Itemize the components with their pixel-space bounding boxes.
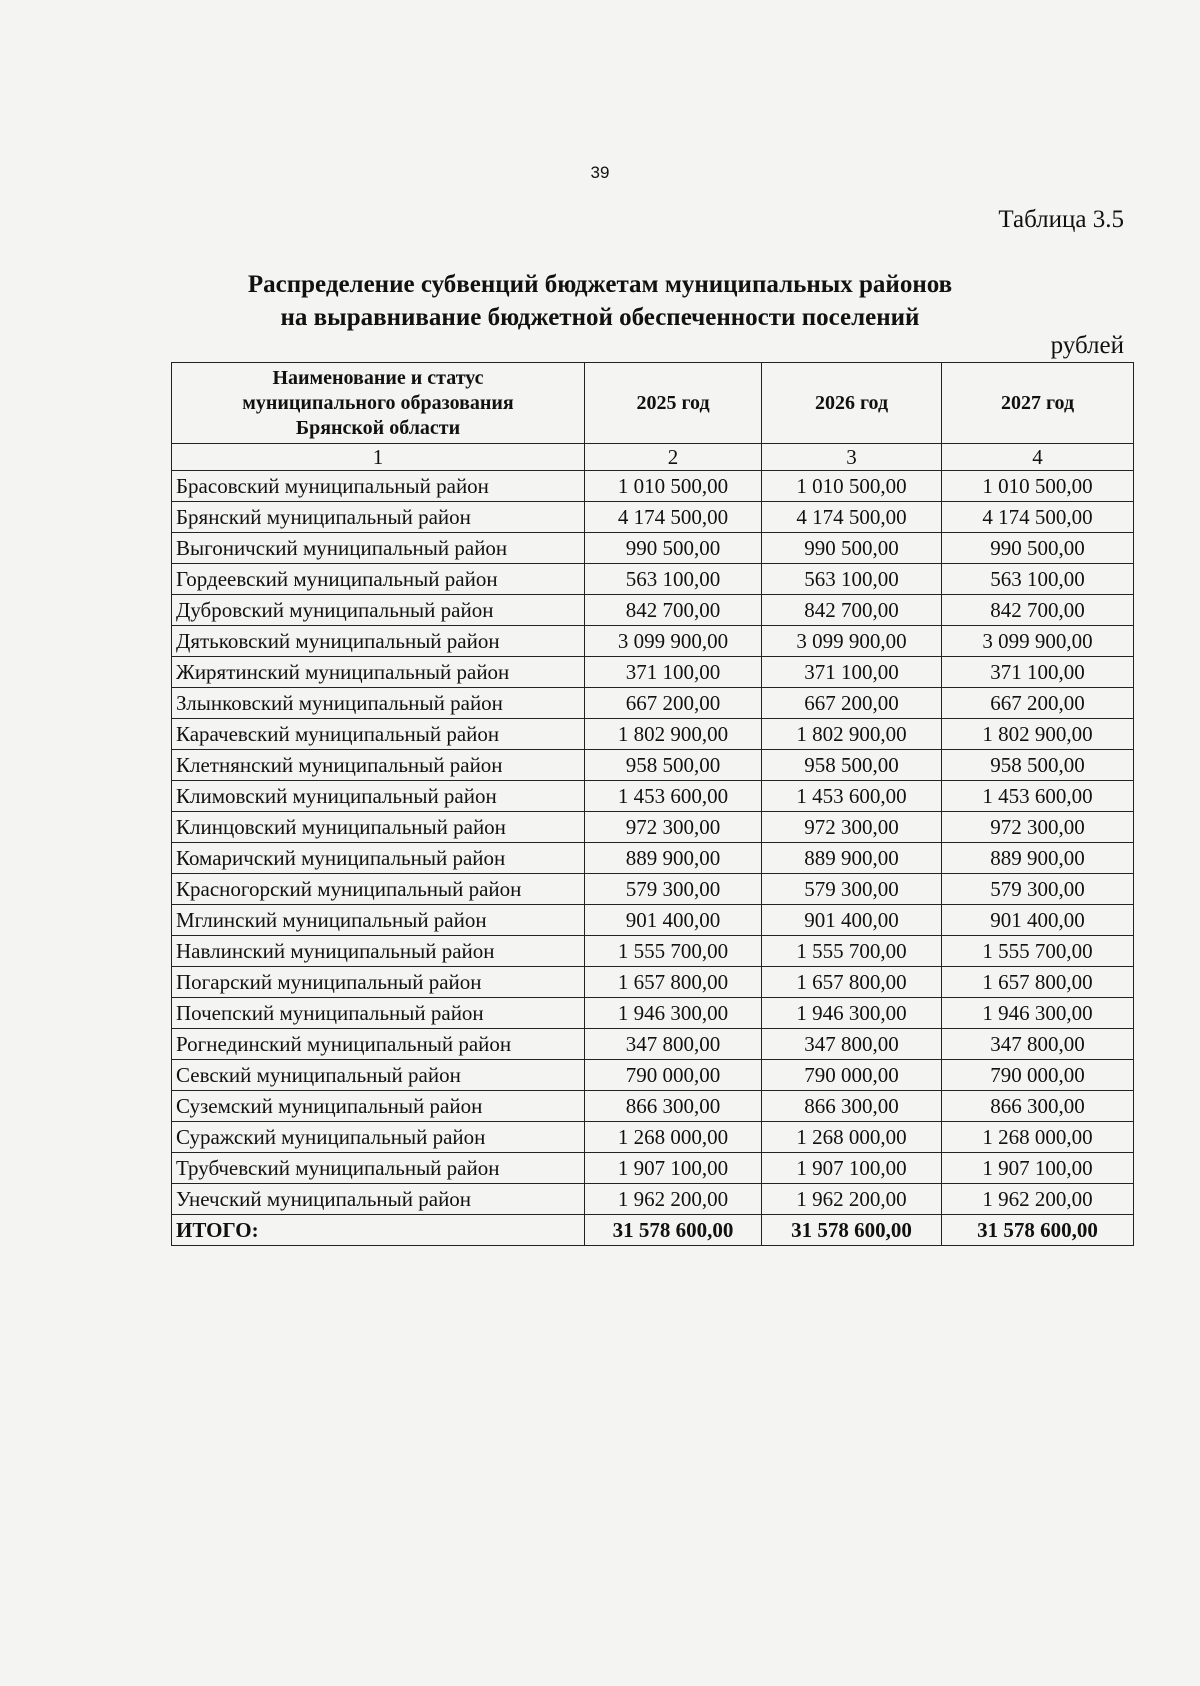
column-number-row <box>172 444 1134 471</box>
value-2026: 1 802 900,00 <box>762 719 942 750</box>
table-row <box>172 1122 1134 1153</box>
municipality-name: Комаричский муниципальный район <box>172 843 585 874</box>
value-2025: 1 555 700,00 <box>585 936 762 967</box>
value-2025: 1 946 300,00 <box>585 998 762 1029</box>
value-2026: 371 100,00 <box>762 657 942 688</box>
table-row <box>172 471 1134 502</box>
value-2026: 667 200,00 <box>762 688 942 719</box>
value-2026: 901 400,00 <box>762 905 942 936</box>
value-2025: 790 000,00 <box>585 1060 762 1091</box>
value-2026: 1 907 100,00 <box>762 1153 942 1184</box>
table-row <box>172 874 1134 905</box>
table-row <box>172 502 1134 533</box>
value-2025: 667 200,00 <box>585 688 762 719</box>
value-2025: 889 900,00 <box>585 843 762 874</box>
value-2027: 4 174 500,00 <box>942 502 1134 533</box>
value-2027: 889 900,00 <box>942 843 1134 874</box>
header-name-line-2: муниципального образования <box>242 391 514 414</box>
municipality-name: Брасовский муниципальный район <box>172 471 585 502</box>
value-2027: 842 700,00 <box>942 595 1134 626</box>
value-2026: 579 300,00 <box>762 874 942 905</box>
total-2026: 31 578 600,00 <box>762 1215 942 1246</box>
value-2027: 958 500,00 <box>942 750 1134 781</box>
municipality-name: Почепский муниципальный район <box>172 998 585 1029</box>
value-2025: 842 700,00 <box>585 595 762 626</box>
value-2027: 1 907 100,00 <box>942 1153 1134 1184</box>
municipality-name: Гордеевский муниципальный район <box>172 564 585 595</box>
value-2027: 1 555 700,00 <box>942 936 1134 967</box>
header-2026: 2026 год <box>762 363 942 444</box>
table-row <box>172 595 1134 626</box>
value-2025: 3 099 900,00 <box>585 626 762 657</box>
table-row <box>172 688 1134 719</box>
value-2027: 1 946 300,00 <box>942 998 1134 1029</box>
value-2025: 1 907 100,00 <box>585 1153 762 1184</box>
value-2025: 972 300,00 <box>585 812 762 843</box>
units-label: рублей <box>1050 332 1124 359</box>
municipality-name: Севский муниципальный район <box>172 1060 585 1091</box>
value-2026: 347 800,00 <box>762 1029 942 1060</box>
value-2025: 579 300,00 <box>585 874 762 905</box>
value-2026: 972 300,00 <box>762 812 942 843</box>
value-2025: 1 010 500,00 <box>585 471 762 502</box>
value-2027: 901 400,00 <box>942 905 1134 936</box>
value-2026: 3 099 900,00 <box>762 626 942 657</box>
value-2026: 889 900,00 <box>762 843 942 874</box>
municipality-name: Выгоничский муниципальный район <box>172 533 585 564</box>
table-row <box>172 1184 1134 1215</box>
value-2026: 1 010 500,00 <box>762 471 942 502</box>
municipality-name: Клетнянский муниципальный район <box>172 750 585 781</box>
municipality-name: Дятьковский муниципальный район <box>172 626 585 657</box>
table-row <box>172 750 1134 781</box>
table-row <box>172 936 1134 967</box>
municipality-name: Навлинский муниципальный район <box>172 936 585 967</box>
header-name-line-3: Брянской области <box>295 416 461 439</box>
value-2025: 990 500,00 <box>585 533 762 564</box>
title-line-2: на выравнивание бюджетной обеспеченности поселений <box>280 304 920 331</box>
value-2027: 347 800,00 <box>942 1029 1134 1060</box>
table-row <box>172 967 1134 998</box>
document-title <box>0 268 1200 334</box>
value-2027: 990 500,00 <box>942 533 1134 564</box>
value-2025: 1 657 800,00 <box>585 967 762 998</box>
total-2025: 31 578 600,00 <box>585 1215 762 1246</box>
value-2026: 1 657 800,00 <box>762 967 942 998</box>
value-2025: 371 100,00 <box>585 657 762 688</box>
table-row <box>172 626 1134 657</box>
value-2027: 1 453 600,00 <box>942 781 1134 812</box>
value-2027: 1 802 900,00 <box>942 719 1134 750</box>
municipality-name: Брянский муниципальный район <box>172 502 585 533</box>
value-2025: 4 174 500,00 <box>585 502 762 533</box>
municipality-name: Рогнединский муниципальный район <box>172 1029 585 1060</box>
value-2027: 866 300,00 <box>942 1091 1134 1122</box>
municipality-name: Унечский муниципальный район <box>172 1184 585 1215</box>
table-row <box>172 812 1134 843</box>
table-row <box>172 843 1134 874</box>
value-2027: 3 099 900,00 <box>942 626 1134 657</box>
total-label: ИТОГО: <box>172 1215 585 1246</box>
municipality-name: Суземский муниципальный район <box>172 1091 585 1122</box>
municipality-name: Красногорский муниципальный район <box>172 874 585 905</box>
header-municipality <box>172 363 585 444</box>
value-2025: 1 453 600,00 <box>585 781 762 812</box>
value-2026: 1 946 300,00 <box>762 998 942 1029</box>
municipality-name: Суражский муниципальный район <box>172 1122 585 1153</box>
value-2025: 866 300,00 <box>585 1091 762 1122</box>
value-2026: 866 300,00 <box>762 1091 942 1122</box>
value-2027: 1 657 800,00 <box>942 967 1134 998</box>
table-row <box>172 719 1134 750</box>
value-2027: 790 000,00 <box>942 1060 1134 1091</box>
table-row <box>172 905 1134 936</box>
value-2026: 563 100,00 <box>762 564 942 595</box>
municipality-name: Климовский муниципальный район <box>172 781 585 812</box>
value-2026: 1 555 700,00 <box>762 936 942 967</box>
column-number: 3 <box>762 444 942 471</box>
total-2027: 31 578 600,00 <box>942 1215 1134 1246</box>
table-row <box>172 1091 1134 1122</box>
value-2026: 958 500,00 <box>762 750 942 781</box>
value-2025: 1 802 900,00 <box>585 719 762 750</box>
municipality-name: Мглинский муниципальный район <box>172 905 585 936</box>
value-2026: 1 453 600,00 <box>762 781 942 812</box>
table-body <box>172 471 1134 1215</box>
subvention-table <box>171 362 1134 1246</box>
municipality-name: Дубровский муниципальный район <box>172 595 585 626</box>
table-row <box>172 1153 1134 1184</box>
column-number: 2 <box>585 444 762 471</box>
value-2027: 563 100,00 <box>942 564 1134 595</box>
page-number: 39 <box>590 163 610 182</box>
value-2026: 1 962 200,00 <box>762 1184 942 1215</box>
header-row <box>172 363 1134 444</box>
value-2027: 579 300,00 <box>942 874 1134 905</box>
table-row <box>172 533 1134 564</box>
table-row <box>172 1029 1134 1060</box>
header-2027: 2027 год <box>942 363 1134 444</box>
value-2027: 1 010 500,00 <box>942 471 1134 502</box>
value-2027: 667 200,00 <box>942 688 1134 719</box>
value-2026: 990 500,00 <box>762 533 942 564</box>
table-label: Таблица 3.5 <box>998 206 1124 233</box>
value-2025: 347 800,00 <box>585 1029 762 1060</box>
municipality-name: Злынковский муниципальный район <box>172 688 585 719</box>
municipality-name: Клинцовский муниципальный район <box>172 812 585 843</box>
municipality-name: Карачевский муниципальный район <box>172 719 585 750</box>
value-2027: 972 300,00 <box>942 812 1134 843</box>
column-number: 4 <box>942 444 1134 471</box>
title-line-1: Распределение субвенций бюджетам муниципальных районов <box>247 271 953 298</box>
table-row <box>172 564 1134 595</box>
table-row <box>172 657 1134 688</box>
value-2025: 1 268 000,00 <box>585 1122 762 1153</box>
total-row <box>172 1215 1134 1246</box>
value-2027: 1 268 000,00 <box>942 1122 1134 1153</box>
table-row <box>172 1060 1134 1091</box>
header-2025: 2025 год <box>585 363 762 444</box>
value-2026: 790 000,00 <box>762 1060 942 1091</box>
value-2026: 842 700,00 <box>762 595 942 626</box>
value-2025: 958 500,00 <box>585 750 762 781</box>
header-name-line-1: Наименование и статус <box>272 366 484 389</box>
municipality-name: Погарский муниципальный район <box>172 967 585 998</box>
value-2026: 1 268 000,00 <box>762 1122 942 1153</box>
column-number: 1 <box>172 444 585 471</box>
table-row <box>172 781 1134 812</box>
municipality-name: Трубчевский муниципальный район <box>172 1153 585 1184</box>
municipality-name: Жирятинский муниципальный район <box>172 657 585 688</box>
value-2027: 1 962 200,00 <box>942 1184 1134 1215</box>
table-row <box>172 998 1134 1029</box>
value-2027: 371 100,00 <box>942 657 1134 688</box>
value-2025: 563 100,00 <box>585 564 762 595</box>
value-2026: 4 174 500,00 <box>762 502 942 533</box>
value-2025: 901 400,00 <box>585 905 762 936</box>
value-2025: 1 962 200,00 <box>585 1184 762 1215</box>
